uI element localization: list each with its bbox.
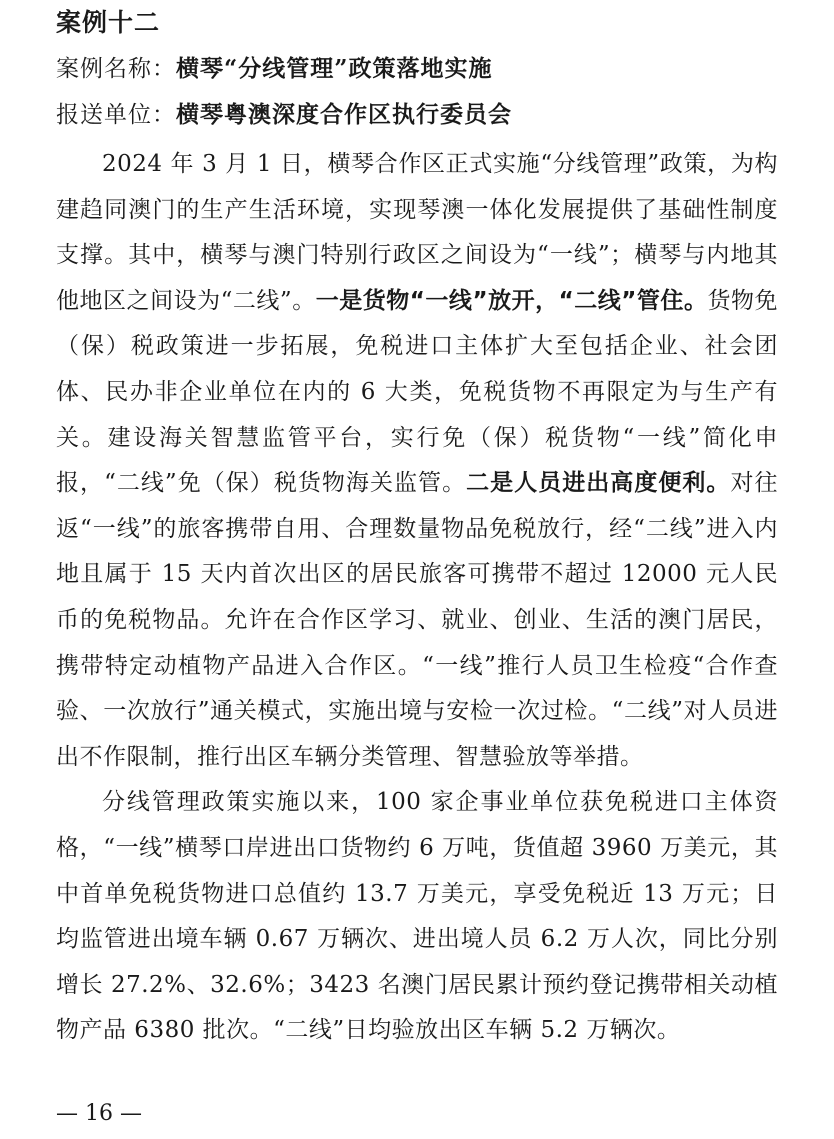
point1-text: 货物免（保）税政策进一步拓展，免税进口主体扩大至包括企业、社会团体、民办非企业单位在内的 6 大类，免税货物不再限定为与生产有关。建设海关智慧监管平台，实行免（保）税货物“一线”简化申报，“二线”免（保）税货物海关监管。 [56,287,778,497]
paragraph-intro: 2024 年 3 月 1 日，横琴合作区正式实施“分线管理”政策，为构建趋同澳门的生产生活环境，实现琴澳一体化发展提供了基础性制度支撑。其中，横琴与澳门特别行政区之间设为“一线”；横琴与内地其他地区之间设为“二线”。 [56,151,778,314]
body-text [56,142,778,1054]
point1-title: 一是货物“一线”放开，“二线”管住。 [315,287,708,314]
case-name-label: 案例名称： [56,56,176,82]
case-heading: 案例十二 [56,8,161,37]
point2-text: 对往返“一线”的旅客携带自用、合理数量物品免税放行，经“二线”进入内地且属于 15 天内首次出区的居民旅客可携带不超过 12000 元人民币的免税物品。允许在合作区学习、就业、创业、生活的澳门居民，携带特定动植物产品进入合作区。“一线”推行人员卫生检疫“合作查验、一次放行”通关模式，实施出境与安检一次过检。“二线”对人员进出不作限制，推行出区车辆分类管理、智慧验放等举措。 [56,470,779,770]
reporting-unit-value: 横琴粤澳深度合作区执行委员会 [176,101,512,128]
case-name-line [56,52,492,86]
paragraph-results: 分线管理政策实施以来，100 家企事业单位获免税进口主体资格，“一线”横琴口岸进出口货物约 6 万吨，货值超 3960 万美元，其中首单免税货物进口总值约 13.7 万美元，享受免税近 13 万元；日均监管进出境车辆 0.67 万辆次、进出境人员 6.2 万人次，同比分别增长 27.2%、32.6%；3423 名澳门居民累计预约登记携带相关动植物产品 6380 批次。“二线”日均验放出区车辆 5.2 万辆次。 [56,789,778,1044]
point2-title: 二是人员进出高度便利。 [466,470,731,497]
case-name-value: 横琴“分线管理”政策落地实施 [176,55,493,82]
page-number: — 16 — [56,1101,142,1126]
reporting-unit-line [56,98,512,132]
paragraph-policy [56,142,778,780]
reporting-unit-label: 报送单位： [56,102,176,128]
